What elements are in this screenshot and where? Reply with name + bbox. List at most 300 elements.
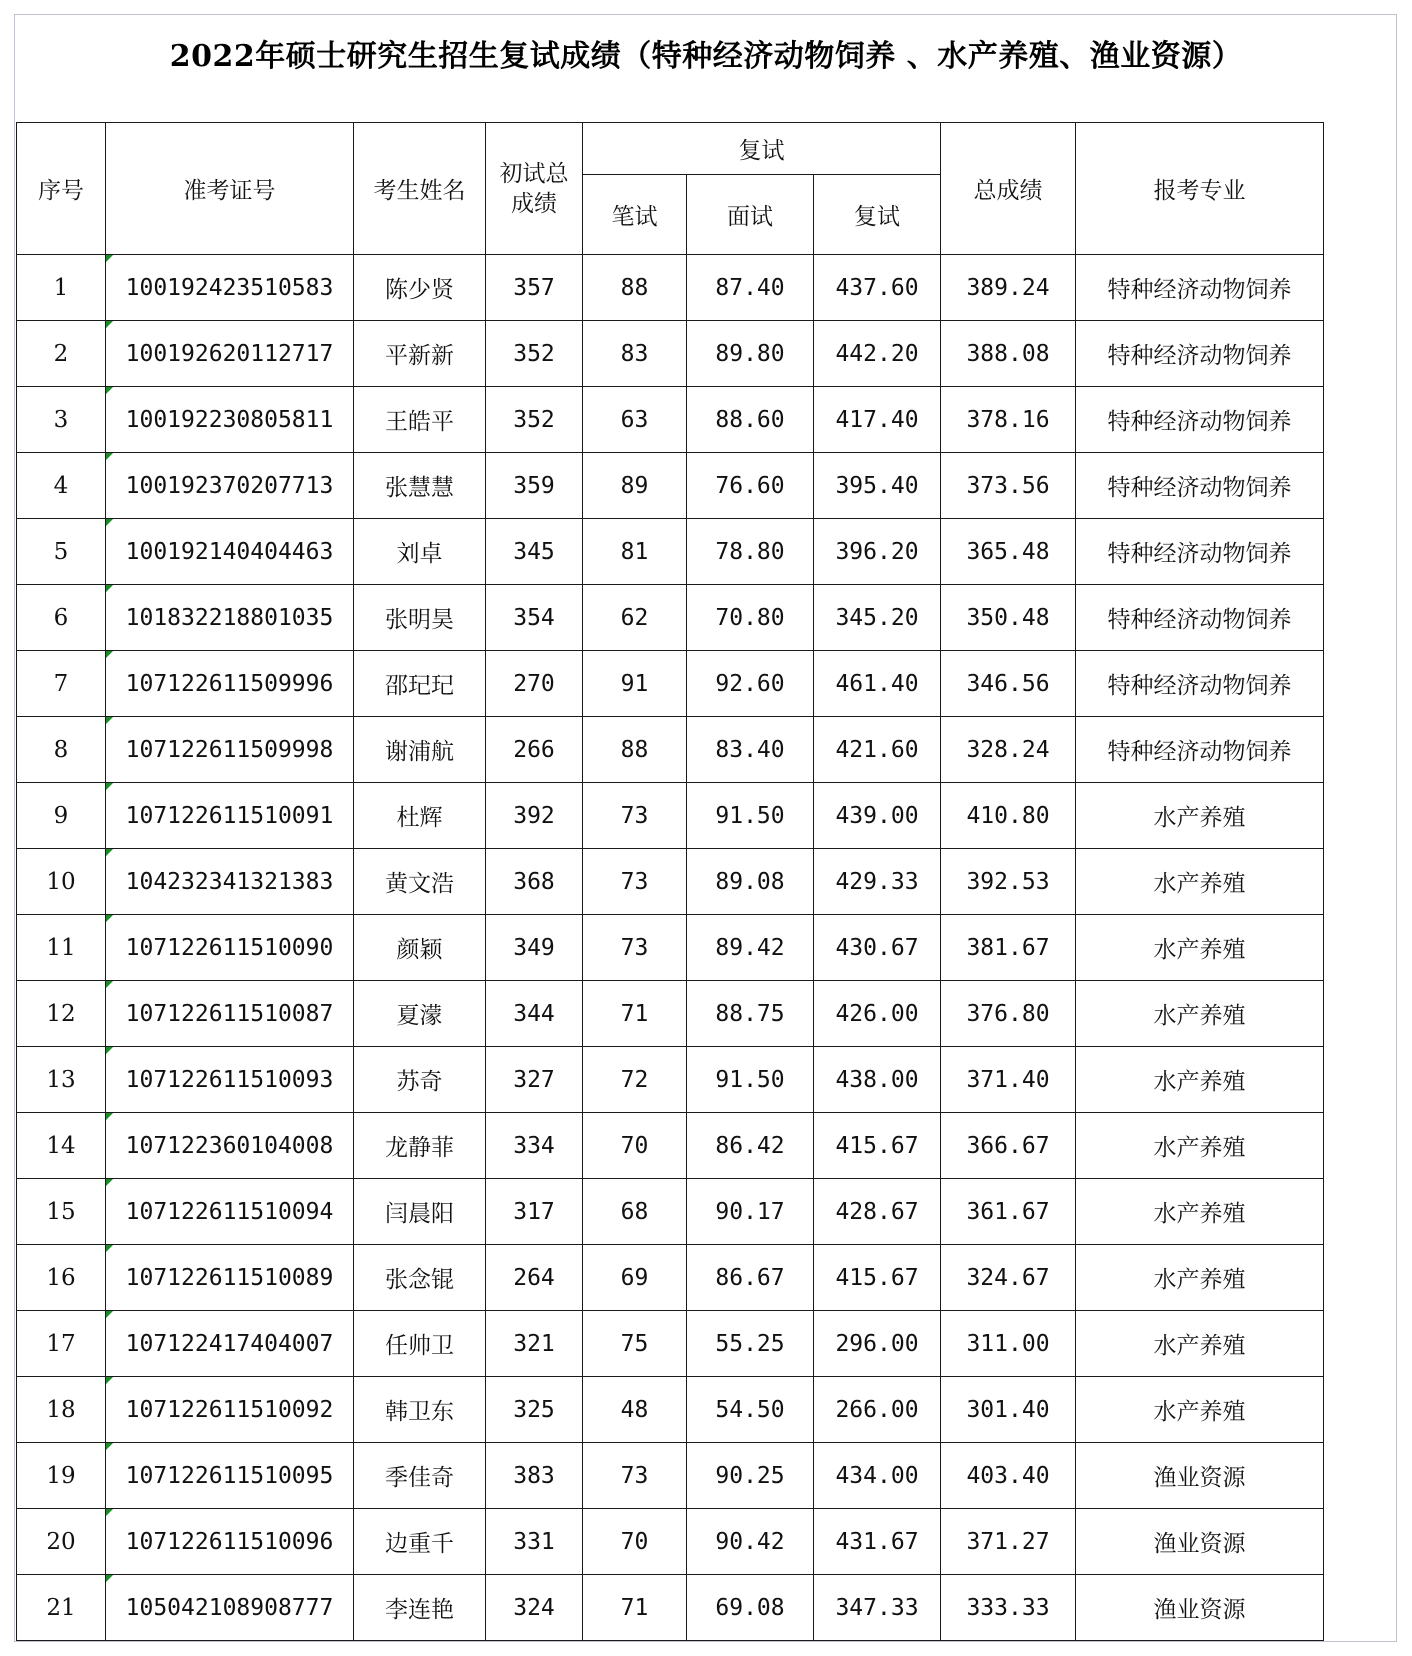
cell-interview[interactable] (687, 1179, 814, 1245)
cell-name[interactable] (354, 981, 486, 1047)
cell-seq-text: 3 (53, 406, 69, 433)
cell-written[interactable] (583, 717, 687, 783)
cell-name[interactable] (354, 651, 486, 717)
cell-written-text: 88 (620, 274, 649, 301)
cell-interview[interactable] (687, 651, 814, 717)
cell-major[interactable] (1076, 1113, 1324, 1179)
text-number-flag-icon (106, 321, 113, 328)
cell-exam-id[interactable] (106, 651, 354, 717)
cell-interview[interactable] (687, 1113, 814, 1179)
cell-exam-id[interactable] (106, 849, 354, 915)
cell-total-text: 378.16 (966, 406, 1050, 433)
cell-total-text: 346.56 (966, 670, 1050, 697)
cell-total-text: 361.67 (966, 1198, 1050, 1225)
cell-exam-id-text: 100192620112717 (125, 340, 334, 367)
cell-major-text: 水产养殖 (1153, 1135, 1246, 1161)
cell-total[interactable] (941, 1113, 1076, 1179)
cell-seq-text: 5 (53, 538, 69, 565)
cell-exam-id-text: 100192423510583 (125, 274, 334, 301)
cell-exam-id[interactable] (106, 1509, 354, 1575)
text-number-flag-icon (106, 981, 113, 988)
cell-written[interactable] (583, 519, 687, 585)
cell-retest[interactable] (814, 1509, 941, 1575)
cell-written[interactable] (583, 1311, 687, 1377)
cell-major-text: 特种经济动物饲养 (1107, 607, 1292, 633)
cell-major[interactable] (1076, 1509, 1324, 1575)
cell-exam-id-text: 107122611510093 (125, 1066, 334, 1093)
cell-seq[interactable] (17, 1179, 106, 1245)
cell-total-text: 392.53 (966, 868, 1050, 895)
cell-total[interactable] (941, 1311, 1076, 1377)
cell-major[interactable] (1076, 1311, 1324, 1377)
cell-exam-id[interactable] (106, 915, 354, 981)
cell-total[interactable] (941, 1245, 1076, 1311)
cell-seq[interactable] (17, 981, 106, 1047)
cell-major[interactable] (1076, 981, 1324, 1047)
cell-major[interactable] (1076, 1443, 1324, 1509)
text-number-flag-icon (106, 651, 113, 658)
text-number-flag-icon (106, 255, 113, 262)
cell-written-text: 89 (620, 472, 649, 499)
cell-exam-id-text: 107122360104008 (125, 1132, 334, 1159)
cell-exam-id[interactable] (106, 1113, 354, 1179)
cell-interview[interactable] (687, 981, 814, 1047)
cell-written[interactable] (583, 1575, 687, 1641)
cell-seq[interactable] (17, 453, 106, 519)
cell-major[interactable] (1076, 915, 1324, 981)
cell-name-text: 季佳奇 (385, 1465, 454, 1491)
cell-written[interactable] (583, 1509, 687, 1575)
cell-major-text: 水产养殖 (1153, 1399, 1246, 1425)
cell-total[interactable] (941, 849, 1076, 915)
cell-written[interactable] (583, 1113, 687, 1179)
cell-prelim-total[interactable] (486, 981, 583, 1047)
cell-major-text: 特种经济动物饲养 (1107, 475, 1292, 501)
cell-seq[interactable] (17, 1311, 106, 1377)
cell-written[interactable] (583, 1047, 687, 1113)
cell-exam-id-text: 107122611509998 (125, 736, 334, 763)
header-written: 笔试 (583, 175, 687, 255)
cell-seq[interactable] (17, 1245, 106, 1311)
cell-interview[interactable] (687, 387, 814, 453)
cell-interview-text: 90.17 (715, 1198, 785, 1225)
cell-major-text: 水产养殖 (1153, 1003, 1246, 1029)
cell-written[interactable] (583, 453, 687, 519)
cell-major[interactable] (1076, 453, 1324, 519)
table-row (17, 717, 1324, 783)
cell-total-text: 328.24 (966, 736, 1050, 763)
cell-name[interactable] (354, 783, 486, 849)
cell-total[interactable] (941, 1047, 1076, 1113)
cell-prelim-total[interactable] (486, 387, 583, 453)
cell-total[interactable] (941, 717, 1076, 783)
cell-total-text: 410.80 (966, 802, 1050, 829)
cell-retest-text: 429.33 (835, 868, 919, 895)
cell-interview-text: 86.67 (715, 1264, 785, 1291)
cell-seq[interactable] (17, 1575, 106, 1641)
cell-written[interactable] (583, 255, 687, 321)
cell-total[interactable] (941, 585, 1076, 651)
cell-exam-id[interactable] (106, 1179, 354, 1245)
cell-retest[interactable] (814, 1047, 941, 1113)
cell-prelim-total[interactable] (486, 1443, 583, 1509)
cell-major[interactable] (1076, 255, 1324, 321)
cell-prelim-total[interactable] (486, 1113, 583, 1179)
cell-prelim-total-text: 324 (513, 1594, 555, 1621)
cell-prelim-total-text: 325 (513, 1396, 555, 1423)
cell-retest-text: 426.00 (835, 1000, 919, 1027)
cell-prelim-total-text: 331 (513, 1528, 555, 1555)
cell-exam-id[interactable] (106, 1575, 354, 1641)
cell-seq[interactable] (17, 915, 106, 981)
cell-name[interactable] (354, 915, 486, 981)
cell-total-text: 388.08 (966, 340, 1050, 367)
cell-name[interactable] (354, 255, 486, 321)
cell-interview[interactable] (687, 321, 814, 387)
cell-seq-text: 6 (53, 604, 69, 631)
cell-written[interactable] (583, 981, 687, 1047)
cell-written[interactable] (583, 585, 687, 651)
cell-prelim-total-text: 317 (513, 1198, 555, 1225)
cell-prelim-total[interactable] (486, 1509, 583, 1575)
cell-prelim-total[interactable] (486, 1047, 583, 1113)
cell-written-text: 72 (620, 1066, 649, 1093)
cell-prelim-total[interactable] (486, 519, 583, 585)
cell-written[interactable] (583, 387, 687, 453)
cell-total[interactable] (941, 1377, 1076, 1443)
cell-major[interactable] (1076, 783, 1324, 849)
header-interview: 面试 (687, 175, 814, 255)
cell-seq[interactable] (17, 651, 106, 717)
cell-exam-id[interactable] (106, 717, 354, 783)
cell-major[interactable] (1076, 387, 1324, 453)
cell-total[interactable] (941, 255, 1076, 321)
cell-written-text: 71 (620, 1594, 649, 1621)
cell-name[interactable] (354, 1443, 486, 1509)
cell-total-text: 373.56 (966, 472, 1050, 499)
cell-written-text: 75 (620, 1330, 649, 1357)
cell-seq[interactable] (17, 1443, 106, 1509)
cell-name-text: 张明昊 (385, 607, 454, 633)
cell-name[interactable] (354, 453, 486, 519)
cell-seq-text: 11 (46, 934, 76, 961)
cell-exam-id[interactable] (106, 255, 354, 321)
cell-major-text: 渔业资源 (1153, 1465, 1246, 1491)
cell-written-text: 73 (620, 802, 649, 829)
cell-prelim-total[interactable] (486, 321, 583, 387)
cell-total[interactable] (941, 519, 1076, 585)
cell-total-text: 333.33 (966, 1594, 1050, 1621)
cell-major[interactable] (1076, 651, 1324, 717)
cell-name[interactable] (354, 1245, 486, 1311)
cell-retest[interactable] (814, 915, 941, 981)
cell-interview[interactable] (687, 1575, 814, 1641)
cell-prelim-total[interactable] (486, 1311, 583, 1377)
cell-prelim-total-text: 321 (513, 1330, 555, 1357)
cell-interview-text: 90.25 (715, 1462, 785, 1489)
cell-seq[interactable] (17, 783, 106, 849)
cell-total-text: 371.40 (966, 1066, 1050, 1093)
cell-name[interactable] (354, 1311, 486, 1377)
cell-interview-text: 89.08 (715, 868, 785, 895)
cell-retest[interactable] (814, 651, 941, 717)
cell-written[interactable] (583, 1377, 687, 1443)
cell-exam-id[interactable] (106, 783, 354, 849)
cell-total[interactable] (941, 1509, 1076, 1575)
cell-written-text: 81 (620, 538, 649, 565)
cell-retest-text: 415.67 (835, 1132, 919, 1159)
cell-major-text: 特种经济动物饲养 (1107, 409, 1292, 435)
cell-total[interactable] (941, 1575, 1076, 1641)
cell-name[interactable] (354, 717, 486, 783)
cell-retest[interactable] (814, 1245, 941, 1311)
cell-prelim-total[interactable] (486, 783, 583, 849)
cell-total-text: 366.67 (966, 1132, 1050, 1159)
cell-name-text: 黄文浩 (385, 871, 454, 897)
cell-exam-id-text: 100192370207713 (125, 472, 334, 499)
cell-major[interactable] (1076, 585, 1324, 651)
table-row (17, 981, 1324, 1047)
cell-retest[interactable] (814, 321, 941, 387)
cell-interview[interactable] (687, 1245, 814, 1311)
cell-exam-id[interactable] (106, 585, 354, 651)
cell-written[interactable] (583, 915, 687, 981)
text-number-flag-icon (106, 1311, 113, 1318)
cell-major[interactable] (1076, 1179, 1324, 1245)
cell-total[interactable] (941, 783, 1076, 849)
results-body (17, 255, 1324, 1641)
cell-interview[interactable] (687, 1047, 814, 1113)
cell-prelim-total-text: 383 (513, 1462, 555, 1489)
cell-interview-text: 83.40 (715, 736, 785, 763)
table-row (17, 1113, 1324, 1179)
table-row (17, 321, 1324, 387)
header-total: 总成绩 (941, 123, 1076, 255)
cell-interview[interactable] (687, 453, 814, 519)
cell-exam-id[interactable] (106, 1311, 354, 1377)
cell-name-text: 边重千 (385, 1531, 454, 1557)
cell-seq[interactable] (17, 1047, 106, 1113)
cell-prelim-total-text: 392 (513, 802, 555, 829)
cell-exam-id-text: 107122611510091 (125, 802, 334, 829)
cell-retest-text: 434.00 (835, 1462, 919, 1489)
cell-major[interactable] (1076, 1575, 1324, 1641)
cell-total[interactable] (941, 321, 1076, 387)
text-number-flag-icon (106, 1575, 113, 1582)
cell-name[interactable] (354, 321, 486, 387)
cell-written[interactable] (583, 849, 687, 915)
cell-prelim-total[interactable] (486, 915, 583, 981)
cell-total[interactable] (941, 651, 1076, 717)
header-prelim-total: 初试总 成绩 (486, 123, 583, 255)
cell-retest[interactable] (814, 453, 941, 519)
cell-prelim-total[interactable] (486, 717, 583, 783)
cell-prelim-total-text: 357 (513, 274, 555, 301)
cell-retest[interactable] (814, 387, 941, 453)
cell-prelim-total[interactable] (486, 585, 583, 651)
cell-exam-id[interactable] (106, 1245, 354, 1311)
cell-seq[interactable] (17, 321, 106, 387)
cell-written[interactable] (583, 1245, 687, 1311)
cell-exam-id[interactable] (106, 1047, 354, 1113)
cell-seq[interactable] (17, 519, 106, 585)
cell-retest-text: 428.67 (835, 1198, 919, 1225)
cell-interview-text: 91.50 (715, 1066, 785, 1093)
cell-interview[interactable] (687, 255, 814, 321)
cell-total[interactable] (941, 981, 1076, 1047)
cell-interview-text: 87.40 (715, 274, 785, 301)
cell-retest[interactable] (814, 585, 941, 651)
cell-name[interactable] (354, 1179, 486, 1245)
cell-interview[interactable] (687, 783, 814, 849)
cell-retest[interactable] (814, 1575, 941, 1641)
cell-major-text: 特种经济动物饲养 (1107, 343, 1292, 369)
cell-total[interactable] (941, 1179, 1076, 1245)
cell-major-text: 特种经济动物饲养 (1107, 739, 1292, 765)
cell-interview-text: 69.08 (715, 1594, 785, 1621)
cell-prelim-total[interactable] (486, 453, 583, 519)
cell-exam-id[interactable] (106, 1377, 354, 1443)
cell-prelim-total-text: 352 (513, 406, 555, 433)
cell-written[interactable] (583, 651, 687, 717)
cell-retest[interactable] (814, 849, 941, 915)
cell-retest[interactable] (814, 1377, 941, 1443)
cell-prelim-total[interactable] (486, 1377, 583, 1443)
cell-retest-text: 345.20 (835, 604, 919, 631)
table-row (17, 1509, 1324, 1575)
cell-name[interactable] (354, 1575, 486, 1641)
cell-interview[interactable] (687, 1443, 814, 1509)
cell-major-text: 水产养殖 (1153, 1069, 1246, 1095)
cell-seq[interactable] (17, 585, 106, 651)
cell-seq[interactable] (17, 1377, 106, 1443)
cell-major[interactable] (1076, 1047, 1324, 1113)
cell-interview[interactable] (687, 1509, 814, 1575)
cell-retest[interactable] (814, 1179, 941, 1245)
cell-retest[interactable] (814, 255, 941, 321)
text-number-flag-icon (106, 1113, 113, 1120)
cell-interview[interactable] (687, 1311, 814, 1377)
cell-total-text: 381.67 (966, 934, 1050, 961)
cell-retest[interactable] (814, 1443, 941, 1509)
cell-prelim-total-text: 354 (513, 604, 555, 631)
cell-major[interactable] (1076, 519, 1324, 585)
cell-major[interactable] (1076, 321, 1324, 387)
cell-prelim-total[interactable] (486, 1245, 583, 1311)
cell-retest[interactable] (814, 783, 941, 849)
cell-major[interactable] (1076, 1377, 1324, 1443)
cell-written[interactable] (583, 1443, 687, 1509)
cell-interview-text: 92.60 (715, 670, 785, 697)
cell-seq-text: 17 (46, 1330, 76, 1357)
cell-major-text: 水产养殖 (1153, 1333, 1246, 1359)
cell-name[interactable] (354, 849, 486, 915)
cell-seq-text: 10 (46, 868, 76, 895)
cell-written-text: 70 (620, 1528, 649, 1555)
cell-seq[interactable] (17, 849, 106, 915)
cell-name[interactable] (354, 1047, 486, 1113)
cell-name-text: 颜颖 (396, 937, 443, 963)
cell-retest[interactable] (814, 519, 941, 585)
cell-exam-id[interactable] (106, 453, 354, 519)
cell-retest-text: 415.67 (835, 1264, 919, 1291)
cell-total[interactable] (941, 453, 1076, 519)
cell-major-text: 水产养殖 (1153, 1201, 1246, 1227)
cell-prelim-total[interactable] (486, 1179, 583, 1245)
table-row (17, 651, 1324, 717)
cell-written[interactable] (583, 1179, 687, 1245)
cell-interview[interactable] (687, 1377, 814, 1443)
cell-interview[interactable] (687, 717, 814, 783)
cell-name[interactable] (354, 1509, 486, 1575)
cell-exam-id[interactable] (106, 387, 354, 453)
cell-written[interactable] (583, 321, 687, 387)
cell-seq-text: 16 (46, 1264, 76, 1291)
cell-interview-text: 86.42 (715, 1132, 785, 1159)
cell-name[interactable] (354, 387, 486, 453)
cell-total[interactable] (941, 1443, 1076, 1509)
cell-exam-id[interactable] (106, 981, 354, 1047)
cell-name[interactable] (354, 1113, 486, 1179)
cell-seq[interactable] (17, 717, 106, 783)
cell-seq-text: 7 (53, 670, 69, 697)
cell-seq[interactable] (17, 1113, 106, 1179)
cell-exam-id-text: 107122611510092 (125, 1396, 334, 1423)
cell-exam-id[interactable] (106, 519, 354, 585)
cell-name[interactable] (354, 519, 486, 585)
cell-prelim-total-text: 352 (513, 340, 555, 367)
header-major: 报考专业 (1076, 123, 1324, 255)
cell-interview[interactable] (687, 585, 814, 651)
cell-prelim-total[interactable] (486, 255, 583, 321)
cell-name[interactable] (354, 1377, 486, 1443)
cell-prelim-total[interactable] (486, 849, 583, 915)
cell-exam-id[interactable] (106, 1443, 354, 1509)
cell-retest[interactable] (814, 717, 941, 783)
cell-interview[interactable] (687, 915, 814, 981)
cell-prelim-total[interactable] (486, 1575, 583, 1641)
cell-interview[interactable] (687, 519, 814, 585)
cell-exam-id-text: 107122611510095 (125, 1462, 334, 1489)
cell-seq[interactable] (17, 1509, 106, 1575)
cell-seq[interactable] (17, 255, 106, 321)
cell-retest[interactable] (814, 981, 941, 1047)
cell-seq-text: 2 (53, 340, 69, 367)
cell-major-text: 水产养殖 (1153, 871, 1246, 897)
cell-written-text: 69 (620, 1264, 649, 1291)
cell-retest[interactable] (814, 1113, 941, 1179)
cell-major[interactable] (1076, 717, 1324, 783)
cell-retest-text: 296.00 (835, 1330, 919, 1357)
cell-written[interactable] (583, 783, 687, 849)
text-number-flag-icon (106, 387, 113, 394)
cell-major-text: 特种经济动物饲养 (1107, 277, 1292, 303)
cell-total[interactable] (941, 915, 1076, 981)
cell-written-text: 68 (620, 1198, 649, 1225)
cell-exam-id[interactable] (106, 321, 354, 387)
text-number-flag-icon (106, 849, 113, 856)
cell-seq[interactable] (17, 387, 106, 453)
cell-major[interactable] (1076, 1245, 1324, 1311)
cell-major[interactable] (1076, 849, 1324, 915)
cell-name[interactable] (354, 585, 486, 651)
cell-exam-id-text: 104232341321383 (125, 868, 334, 895)
cell-total[interactable] (941, 387, 1076, 453)
cell-retest[interactable] (814, 1311, 941, 1377)
cell-interview[interactable] (687, 849, 814, 915)
cell-name-text: 夏濛 (396, 1003, 443, 1029)
cell-prelim-total[interactable] (486, 651, 583, 717)
